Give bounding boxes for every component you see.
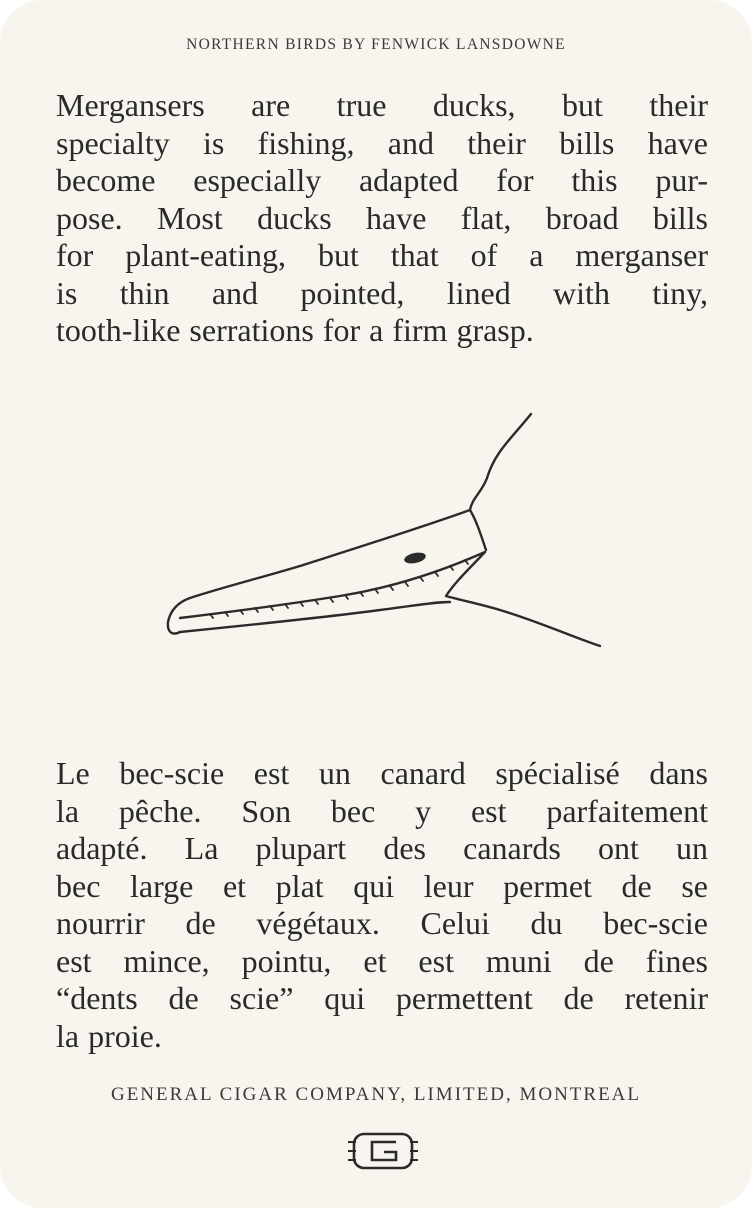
english-line: tooth-like serrations for a firm grasp. — [56, 312, 534, 348]
english-line: pose. Most ducks have flat, broad bills — [56, 199, 708, 236]
french-line: la proie. — [56, 1017, 162, 1054]
french-line: bec large et plat qui leur permet de se — [56, 867, 708, 904]
english-line: specialty is fishing, and their bills have — [56, 124, 708, 161]
series-title: NORTHERN BIRDS BY FENWICK LANSDOWNE — [186, 36, 566, 53]
french-line: Le bec-scie est un canard spécialisé dans — [56, 755, 708, 791]
general-cigar-logo-icon — [346, 1128, 420, 1174]
english-line: for plant-eating, but that of a merganser — [56, 237, 708, 273]
company-name: GENERAL CIGAR COMPANY, LIMITED, MONTREAL — [110, 1084, 642, 1105]
english-line: become especially adapted for this pur- — [56, 162, 708, 198]
english-line: is thin and pointed, lined with tiny, — [56, 274, 708, 311]
french-line: “dents de scie” qui permettent de retenir — [56, 980, 708, 1016]
french-line: nourrir de végétaux. Celui du bec-scie — [56, 905, 708, 941]
merganser-bill-sketch-icon — [150, 400, 620, 670]
french-description — [56, 755, 708, 1055]
english-line: Mergansers are true ducks, but their — [56, 87, 708, 123]
french-line: est mince, pointu, et est muni de fines — [56, 942, 708, 979]
french-line: adapté. La plupart des canards ont un — [56, 830, 708, 866]
english-description — [56, 87, 708, 350]
french-line: la pêche. Son bec y est parfaitement — [56, 792, 708, 829]
